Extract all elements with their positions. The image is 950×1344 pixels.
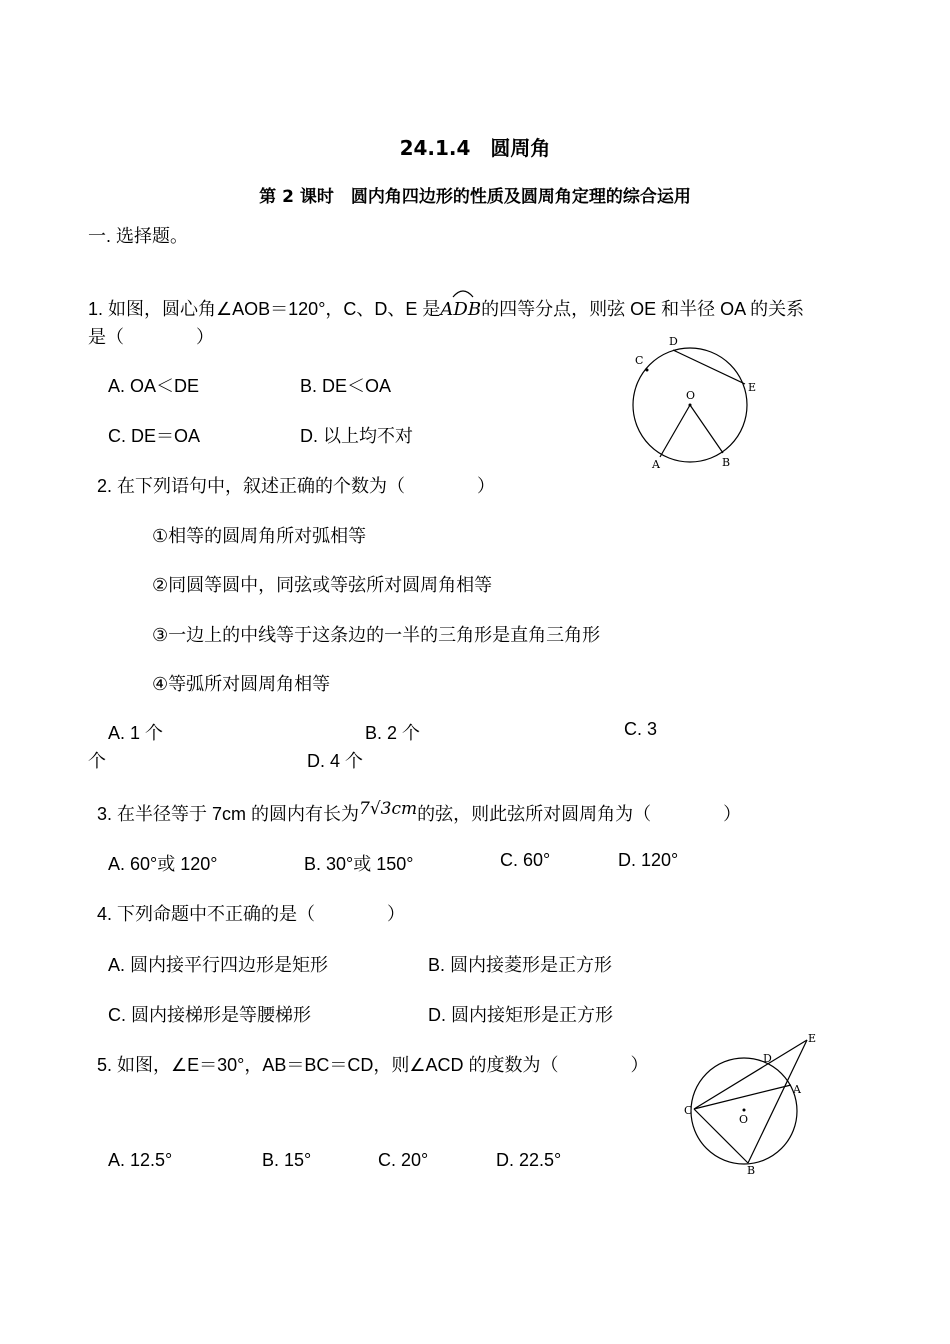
q5-label-d: D	[763, 1052, 772, 1065]
q2-item-3: ③一边上的中线等于这条边的一半的三角形是直角三角形	[152, 625, 601, 645]
q1-center-point	[689, 404, 692, 407]
q1-arc-notation	[440, 299, 481, 320]
q2-option-d[interactable]: D. 4 个	[307, 751, 364, 771]
q4-option-c[interactable]: C. 圆内接梯形是等腰梯形	[108, 1005, 311, 1025]
q1-option-a[interactable]: A. OA＜DE	[108, 376, 200, 396]
q5-stem: 5. 如图，∠E＝30°，AB＝BC＝CD，则∠ACD 的度数为（ ）	[97, 1055, 649, 1075]
q5-center-point	[743, 1109, 746, 1112]
q4-option-b[interactable]: B. 圆内接菱形是正方形	[428, 955, 613, 975]
q1-circle-figure	[615, 330, 765, 475]
q4-option-d[interactable]: D. 圆内接矩形是正方形	[428, 1005, 614, 1025]
q3-stem-pre: 3. 在半径等于 7cm 的圆内有长为	[97, 804, 360, 824]
q5-label-c: C	[684, 1104, 693, 1117]
q2-option-c[interactable]: C. 3	[624, 719, 658, 739]
q1-label-b: B	[722, 456, 731, 469]
q2-item-1: ①相等的圆周角所对弧相等	[152, 526, 367, 546]
q1-point-c	[646, 369, 649, 372]
q1-label-a: A	[652, 458, 660, 471]
q5-label-a: A	[793, 1083, 801, 1096]
q3-length-expression: 7√3cm	[359, 799, 418, 819]
q4-stem: 4. 下列命题中不正确的是（ ）	[97, 904, 406, 924]
q5-option-b[interactable]: B. 15°	[262, 1150, 312, 1170]
q1-label-d: D	[669, 335, 678, 348]
section-heading: 一. 选择题。	[88, 226, 189, 246]
q1-stem-line2: 是（ ）	[88, 327, 214, 347]
q4-option-a[interactable]: A. 圆内接平行四边形是矩形	[108, 955, 329, 975]
page-title: 24.1.4 圆周角	[399, 136, 551, 160]
q5-option-d[interactable]: D. 22.5°	[496, 1150, 562, 1170]
q1-option-d[interactable]: D. 以上均不对	[300, 426, 414, 446]
q5-label-o: O	[739, 1113, 749, 1126]
q2-item-4: ④等弧所对圆周角相等	[152, 674, 331, 694]
q1-option-b[interactable]: B. DE＜OA	[300, 376, 392, 396]
q5-line-ca	[694, 1085, 791, 1109]
q2-option-c-unit: 个	[88, 751, 106, 771]
arc-mark-icon	[450, 287, 476, 299]
q1-chord-de	[673, 350, 745, 384]
q1-stem-post: 的四等分点，则弦 OE 和半径 OA 的关系	[481, 299, 805, 319]
q5-label-b: B	[747, 1164, 756, 1177]
q5-circle-figure	[675, 1028, 825, 1178]
q1-radius-ob	[690, 405, 723, 453]
q1-radius-oa	[660, 405, 690, 457]
q2-stem: 2. 在下列语句中，叙述正确的个数为（ ）	[97, 476, 496, 496]
q1-stem-pre: 1. 如图，圆心角∠AOB＝120°，C、D、E 是	[88, 299, 441, 319]
q3-stem-post: 的弦，则此弦所对圆周角为（ ）	[417, 804, 742, 824]
q3-option-a[interactable]: A. 60°或 120°	[108, 854, 218, 874]
q1-stem	[88, 295, 804, 321]
q2-option-b[interactable]: B. 2 个	[365, 723, 421, 743]
q5-option-c[interactable]: C. 20°	[378, 1150, 429, 1170]
q1-label-o: O	[686, 389, 696, 402]
q5-option-a[interactable]: A. 12.5°	[108, 1150, 173, 1170]
q1-label-e: E	[748, 381, 757, 394]
q1-option-c[interactable]: C. DE＝OA	[108, 426, 201, 446]
q3-option-b[interactable]: B. 30°或 150°	[304, 854, 414, 874]
page-subtitle: 第 2 课时 圆内角四边形的性质及圆周角定理的综合运用	[259, 187, 691, 207]
q1-label-c: C	[635, 354, 644, 367]
q3-option-c[interactable]: C. 60°	[500, 850, 551, 870]
q2-option-a[interactable]: A. 1 个	[108, 723, 164, 743]
q2-item-2: ②同圆等圆中，同弦或等弦所对圆周角相等	[152, 575, 493, 595]
q3-stem	[97, 800, 741, 826]
q5-label-e: E	[808, 1032, 817, 1045]
q1-arc-label: ADB	[440, 299, 482, 320]
q3-option-d[interactable]: D. 120°	[618, 850, 679, 870]
